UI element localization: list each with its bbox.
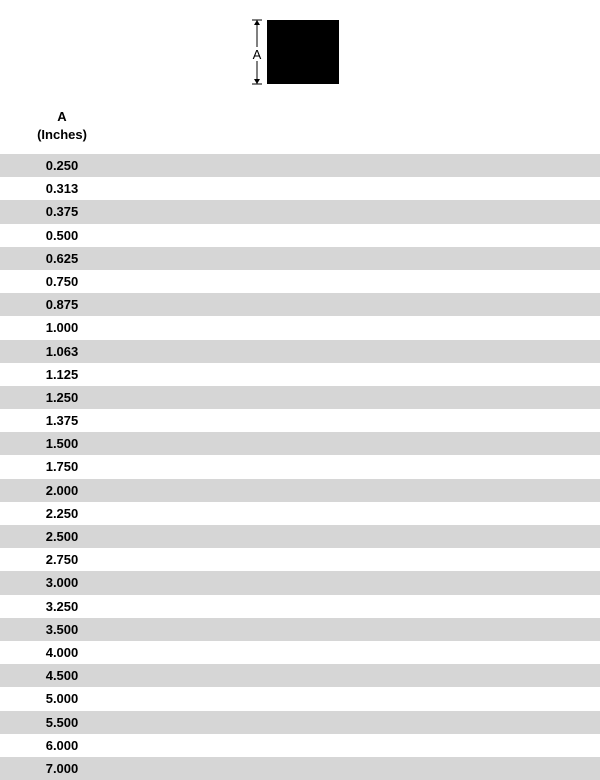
size-value: 0.625 — [45, 250, 79, 266]
square-bar-diagram — [248, 14, 348, 90]
size-value: 0.375 — [45, 204, 79, 220]
square-cross-section — [267, 20, 339, 84]
table-row — [0, 340, 600, 363]
table-row — [0, 455, 600, 478]
dimension-label: A — [252, 47, 262, 62]
size-value: 2.750 — [45, 552, 79, 568]
table-row — [0, 687, 600, 710]
size-value: 1.250 — [45, 389, 79, 405]
size-value: 1.000 — [45, 320, 79, 336]
size-value: 0.750 — [45, 273, 79, 289]
column-header-unit: (Inches) — [37, 127, 87, 142]
table-row — [0, 432, 600, 455]
square-bar-diagram-svg — [248, 14, 348, 90]
size-value: 4.000 — [45, 644, 79, 660]
table-row — [0, 154, 600, 177]
size-table — [0, 154, 600, 780]
size-value: 5.500 — [45, 714, 79, 730]
size-value: 1.063 — [45, 343, 79, 359]
table-row — [0, 200, 600, 223]
table-row — [0, 363, 600, 386]
column-header-label: A — [57, 109, 67, 124]
size-value: 4.500 — [45, 668, 79, 684]
size-value: 3.000 — [45, 575, 79, 591]
table-row — [0, 664, 600, 687]
table-row — [0, 757, 600, 780]
size-value: 1.375 — [45, 413, 79, 429]
size-value: 6.000 — [45, 737, 79, 753]
size-value: 2.250 — [45, 505, 79, 521]
table-row — [0, 316, 600, 339]
column-header — [0, 108, 124, 144]
table-row — [0, 734, 600, 757]
dimension-arrow-bottom — [254, 79, 260, 84]
size-value: 3.500 — [45, 621, 79, 637]
table-row — [0, 525, 600, 548]
table-row — [0, 548, 600, 571]
size-value: 3.250 — [45, 598, 79, 614]
size-value: 1.750 — [45, 459, 79, 475]
table-row — [0, 595, 600, 618]
table-row — [0, 386, 600, 409]
size-value: 7.000 — [45, 760, 79, 776]
table-row — [0, 247, 600, 270]
size-value: 1.125 — [45, 366, 79, 382]
size-value: 2.500 — [45, 529, 79, 544]
table-row — [0, 502, 600, 525]
table-row — [0, 479, 600, 502]
table-row — [0, 641, 600, 664]
table-row — [0, 571, 600, 594]
dimension-arrow-top — [254, 20, 260, 25]
table-row — [0, 270, 600, 293]
size-value: 1.500 — [45, 436, 79, 452]
table-row — [0, 409, 600, 432]
size-value: 5.000 — [45, 691, 79, 707]
table-row — [0, 177, 600, 200]
table-row — [0, 293, 600, 316]
size-value: 0.500 — [45, 227, 79, 243]
size-value: 0.250 — [45, 158, 79, 173]
table-row — [0, 618, 600, 641]
size-value: 0.875 — [45, 297, 79, 313]
table-row — [0, 711, 600, 734]
table-row — [0, 224, 600, 247]
size-value: 2.000 — [45, 482, 79, 498]
size-value: 0.313 — [45, 181, 79, 197]
